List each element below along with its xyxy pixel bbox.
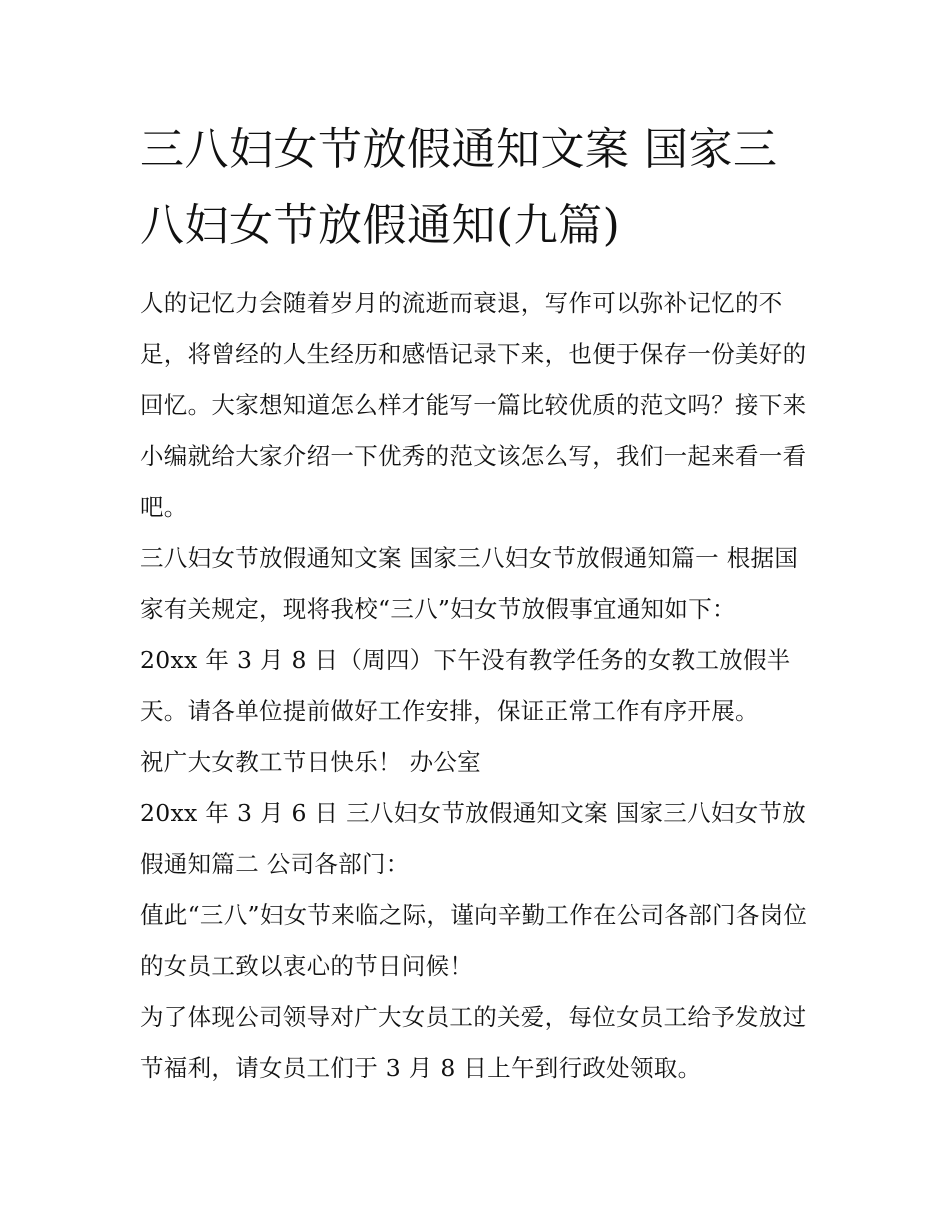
document-body [140, 112, 820, 1094]
document-title: 三八妇女节放假通知文案 国家三八妇女节放假通知(九篇) [140, 124, 778, 251]
notice-one-heading-paragraph: 三八妇女节放假通知文案 国家三八妇女节放假通知篇一 根据国家有关规定，现将我校“三八”妇女节放假事宜通知如下： [140, 544, 799, 623]
notice-one-greeting-paragraph: 祝广大女教工节日快乐！ 办公室 [140, 748, 481, 776]
notice-one-schedule-paragraph: 20xx 年 3 月 8 日（周四）下午没有教学任务的女教工放假半天。请各单位提前做好工作安排，保证正常工作有序开展。 [140, 646, 791, 725]
notice-two-greeting-paragraph: 值此“三八”妇女节来临之际，谨向辛勤工作在公司各部门各岗位的女员工致以衷心的节日问候！ [140, 901, 808, 980]
intro-paragraph: 人的记忆力会随着岁月的流逝而衰退，写作可以弥补记忆的不足，将曾经的人生经历和感悟记录下来，也便于保存一份美好的回忆。大家想知道怎么样才能写一篇比较优质的范文吗？接下来小编就给大家介绍一下优秀的范文该怎么写，我们一起来看一看吧。 [140, 289, 807, 521]
notice-two-heading-paragraph: 20xx 年 3 月 6 日 三八妇女节放假通知文案 国家三八妇女节放假通知篇二 公司各部门： [140, 799, 807, 878]
notice-two-benefit-paragraph: 为了体现公司领导对广大女员工的关爱，每位女员工给予发放过节福利，请女员工们于 3 月 8 日上午到行政处领取。 [140, 1003, 807, 1082]
